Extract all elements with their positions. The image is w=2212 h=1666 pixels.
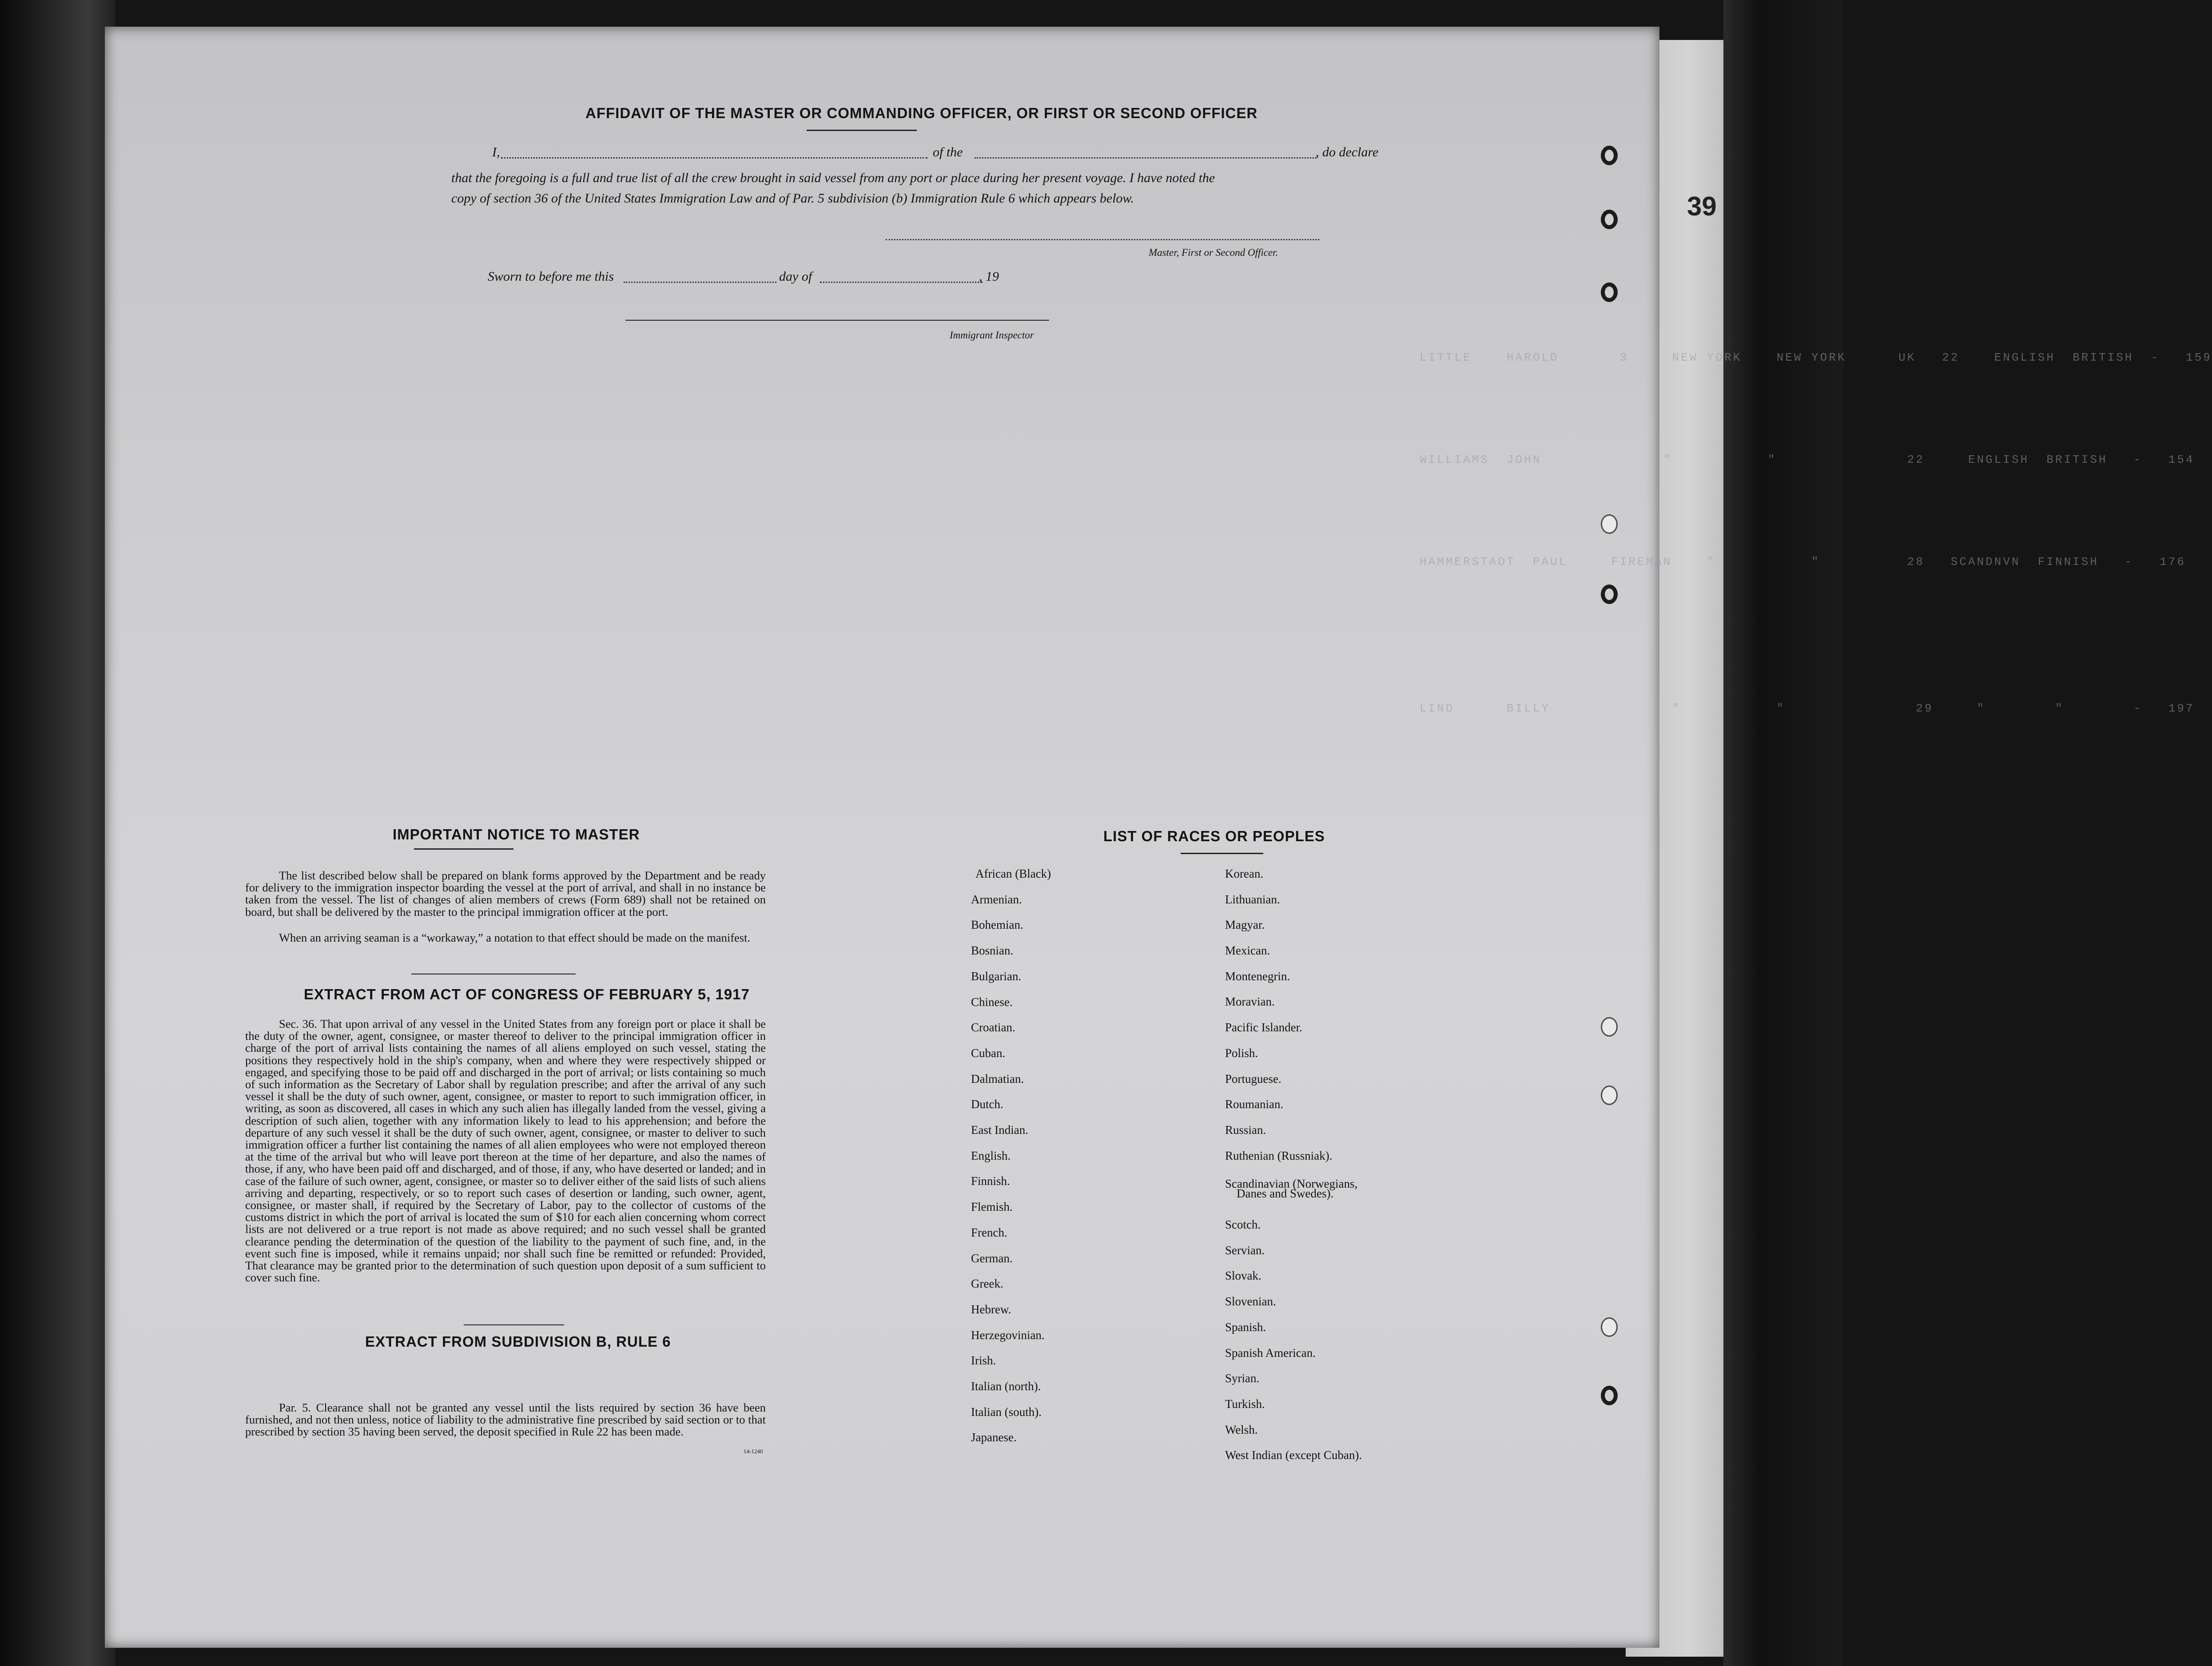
race-item: African (Black) — [975, 867, 1051, 880]
divider — [807, 130, 917, 131]
race-item: French. — [971, 1226, 1007, 1239]
bleed-through-text: LIND BILLY " " 29 " " - 197 — [1420, 702, 2195, 715]
race-item: Bosnian. — [971, 944, 1014, 957]
notice-paragraph-2: When an arriving seaman is a “workaway,” a notation to that effect should be made on the manifest. — [279, 931, 751, 944]
inspector-caption: Immigrant Inspector — [950, 330, 1034, 341]
affidavit-do-declare: , do declare — [1316, 145, 1379, 159]
race-item: Finnish. — [971, 1174, 1010, 1188]
race-item: Scandinavian (Norwegians, — [1225, 1177, 1358, 1190]
section-text: That upon arrival of any vessel in the United States from any foreign port or place it shall be the duty of the owner, agent, consignee, or master thereof to deliver to the principal immigration officer in charge of the port of arrival lists containing the names of all aliens employed on such vessel, stating the positions they respectively hold in the ship's company, when and where they were respectively shipped or engaged, and specifying those to be paid off and discharged in the port of arrival; or lists containing so much of such information as the Secretary of Labor shall by regulation prescribe; and after the arrival of any such vessel it shall be the duty of such owner, agent, consignee, or master to report to such immigration officer, in writing, as soon as discovered, all cases in which any such alien has illegally landed from the vessel, giving a description of such alien, together with any information likely to lead to his apprehension; and before the departure of any such vessel it shall be the duty of such owner, agent, consignee, or master to deliver to such immigration officer a further list containing the names of all alien employees who were not employed thereon at the time of the arrival but who will leave port thereon at the time of her departure, and also the names of those, if any, who have been paid off and discharged, and of those, if any, who have deserted or landed; and in case of the failure of such owner, agent, consignee, or master so to deliver either of the said lists of such aliens arriving and departing, respectively, or so to report such cases of desertion or landing, such owner, agent, consignee, or master shall, if required by the Secretary of Labor, pay to the collector of customs of the customs district in which the port of arrival is located the sum of $10 for each alien concerning whom correct lists are not delivered or a true report is not made as above required; and no such vessel shall be granted clearance pending the determination of the question of the liability to the payment of such fine, and, in the event such fine is imposed, while it remains unpaid; nor shall such fine be remitted or refunded: Provided, That clearance may be granted prior to the determination of such question upon deposit of a sum sufficient to cover such fine. — [245, 1017, 766, 1284]
race-item: Italian (south). — [971, 1405, 1042, 1419]
film-border-right — [1723, 0, 1843, 1666]
affidavit-of-the-label: of the — [933, 145, 963, 159]
race-item: Servian. — [1225, 1244, 1265, 1257]
race-item: West Indian (except Cuban). — [1225, 1448, 1362, 1462]
punch-hole — [1601, 584, 1618, 604]
race-item: German. — [971, 1252, 1013, 1265]
page-number: 39 — [1687, 191, 1717, 221]
affidavit-i-label: I, — [492, 145, 500, 159]
name-blank[interactable] — [501, 157, 927, 159]
race-item: Japanese. — [971, 1431, 1017, 1444]
race-item: Croatian. — [971, 1021, 1015, 1034]
divider — [464, 1324, 564, 1325]
extract-rule-title: EXTRACT FROM SUBDIVISION B, RULE 6 — [365, 1333, 671, 1350]
month-blank[interactable] — [820, 282, 983, 283]
vessel-blank[interactable] — [975, 157, 1317, 159]
bleed-through-text: LITTLE HAROLD 3 NEW YORK NEW YORK UK 22 ENGLISH BRITISH - 159 — [1420, 351, 2212, 364]
race-item: Bulgarian. — [971, 970, 1022, 983]
race-item: Herzegovinian. — [971, 1328, 1045, 1342]
race-item: English. — [971, 1149, 1011, 1162]
punch-hole — [1601, 1017, 1618, 1037]
race-item: Portuguese. — [1225, 1072, 1281, 1085]
race-item: Bohemian. — [971, 918, 1023, 931]
race-item: Scotch. — [1225, 1218, 1261, 1231]
race-item: Moravian. — [1225, 995, 1275, 1008]
affidavit-line-2: that the foregoing is a full and true list of all the crew brought in said vessel from any port or place during her present voyage. I have noted the — [451, 171, 1215, 185]
race-item: Russian. — [1225, 1123, 1266, 1137]
bleed-through-text: WILLIAMS JOHN " " 22 ENGLISH BRITISH - 154 — [1420, 453, 2195, 466]
extract-rule-body: Par. 5. Clearance shall not be granted any vessel until the lists required by section 36 have been furnished, and not then unless, notice of liability to the administrative fine prescribed by said section or to that prescribed by section 35 having been served, the deposit specified in Rule 22 has been made. — [245, 1401, 766, 1439]
extract-act-body — [245, 1018, 766, 1284]
punch-hole — [1601, 514, 1618, 534]
punch-hole — [1601, 282, 1618, 302]
race-item: Korean. — [1225, 867, 1264, 880]
race-item: Greek. — [971, 1277, 1003, 1290]
film-border-left — [0, 0, 115, 1666]
race-item: Polish. — [1225, 1046, 1258, 1060]
punch-hole — [1601, 1386, 1618, 1405]
race-item: Magyar. — [1225, 918, 1265, 931]
race-item: Hebrew. — [971, 1303, 1011, 1316]
punch-hole — [1601, 1317, 1618, 1337]
section-label: Sec. 36. — [279, 1017, 317, 1030]
race-item: Danes and Swedes). — [1237, 1187, 1334, 1200]
race-item: Slovenian. — [1225, 1295, 1276, 1308]
bleed-through-text: HAMMERSTADT PAUL FIREMAN " " 28 SCANDNVN FINNISH - 176 — [1420, 555, 2186, 569]
race-item: Turkish. — [1225, 1397, 1265, 1411]
sworn-label: Sworn to before me this — [488, 269, 614, 284]
signature-caption: Master, First or Second Officer. — [1149, 247, 1278, 258]
race-item: Cuban. — [971, 1046, 1006, 1060]
race-item: East Indian. — [971, 1123, 1028, 1137]
race-item: Dalmatian. — [971, 1072, 1024, 1085]
race-item: Mexican. — [1225, 944, 1270, 957]
race-item: Slovak. — [1225, 1269, 1261, 1282]
punch-hole — [1601, 210, 1618, 229]
divider — [414, 848, 513, 850]
race-item: Italian (north). — [971, 1380, 1041, 1393]
race-item: Spanish American. — [1225, 1346, 1316, 1360]
races-title: LIST OF RACES OR PEOPLES — [1103, 828, 1325, 844]
notice-paragraph-1: The list described below shall be prepared on blank forms approved by the Department and be ready for delivery to the immigration inspector boarding the vessel at the port of arrival, and shall in no instance be taken from the vessel. The list of changes of alien members of crews (Form 689) shall not be retained on board, but shall be delivered by the master to the principal immigration officer at the port. — [245, 869, 766, 918]
race-item: Montenegrin. — [1225, 970, 1290, 983]
punch-hole — [1601, 1085, 1618, 1105]
extract-act-title: EXTRACT FROM ACT OF CONGRESS OF FEBRUARY 5, 1917 — [304, 986, 750, 1002]
notice-title: IMPORTANT NOTICE TO MASTER — [393, 826, 640, 843]
year-label: , 19 — [979, 269, 999, 284]
day-of-label: day of — [779, 269, 812, 284]
form-number: 14-1240 — [744, 1448, 763, 1455]
race-item: Roumanian. — [1225, 1097, 1284, 1111]
race-item: Flemish. — [971, 1200, 1013, 1213]
signature-blank[interactable] — [886, 239, 1319, 240]
divider — [1181, 853, 1263, 854]
race-item: Armenian. — [971, 893, 1022, 906]
race-item: Welsh. — [1225, 1423, 1258, 1436]
race-item: Lithuanian. — [1225, 893, 1280, 906]
race-item: Pacific Islander. — [1225, 1021, 1302, 1034]
race-item: Irish. — [971, 1354, 996, 1367]
affidavit-title: AFFIDAVIT OF THE MASTER OR COMMANDING OFFICER, OR FIRST OR SECOND OFFICER — [585, 105, 1258, 121]
race-item: Ruthenian (Russniak). — [1225, 1149, 1333, 1162]
affidavit-line-3: copy of section 36 of the United States Immigration Law and of Par. 5 subdivision (b) Immigration Rule 6 which appears below. — [451, 191, 1134, 206]
race-item: Dutch. — [971, 1097, 1003, 1111]
race-item: Chinese. — [971, 995, 1013, 1009]
day-blank[interactable] — [624, 282, 776, 283]
inspector-signature-line[interactable] — [625, 320, 1049, 321]
race-item: Syrian. — [1225, 1372, 1260, 1385]
punch-hole — [1601, 146, 1618, 165]
race-item: Spanish. — [1225, 1320, 1266, 1334]
